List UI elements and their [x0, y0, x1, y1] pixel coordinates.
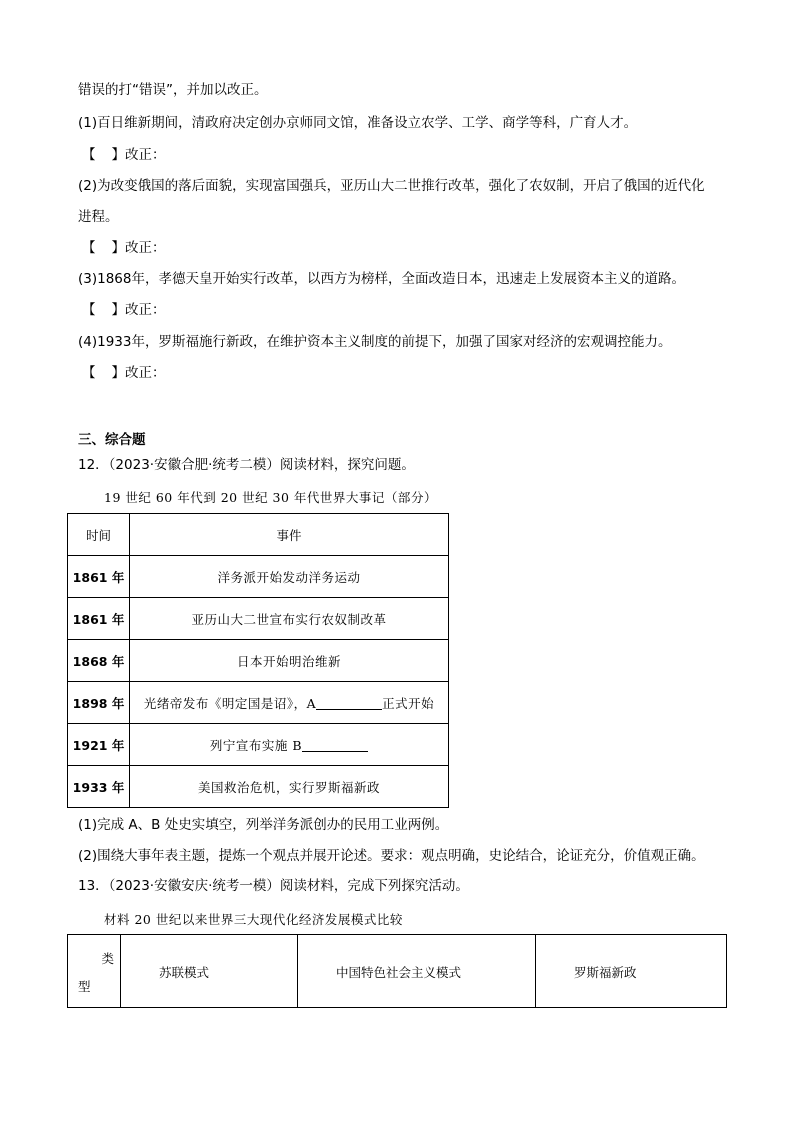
- table-row: [68, 640, 449, 682]
- type-char-2: 型: [78, 979, 91, 994]
- correction-label: 改正：: [125, 147, 166, 163]
- bracket-open: 【: [82, 365, 96, 381]
- row-event: 洋务派开始发动洋务运动: [130, 556, 449, 598]
- bracket-close: 】: [111, 302, 125, 318]
- item-1-correction: [82, 145, 166, 165]
- correction-label: 改正：: [125, 240, 166, 256]
- row-event: 日本开始明治维新: [130, 640, 449, 682]
- correction-label: 改正：: [125, 302, 166, 318]
- model-cell: [121, 935, 298, 1008]
- table-row: [68, 766, 449, 808]
- header-time: 时间: [68, 514, 130, 556]
- bracket-open: 【: [82, 147, 96, 163]
- row-time: 1898 年: [68, 682, 130, 724]
- q12-stem: 12．（2023·安徽合肥·统考二模）阅读材料，探究问题。: [78, 457, 415, 473]
- type-cell: [68, 935, 121, 1008]
- intro-line: 错误的打“错误”，并加以改正。: [78, 82, 268, 98]
- bracket-close: 】: [111, 147, 125, 163]
- row-event: [130, 682, 449, 724]
- item-4-correction: [82, 363, 166, 383]
- row-event: [130, 724, 449, 766]
- model-cell: [298, 935, 536, 1008]
- correction-label: 改正：: [125, 365, 166, 381]
- q13-stem: 13．（2023·安徽安庆·统考一模）阅读材料，完成下列探究活动。: [78, 878, 469, 894]
- model-name: 苏联模式: [159, 965, 210, 980]
- row-time: 1861 年: [68, 598, 130, 640]
- item-1-text: (1)百日维新期间，清政府决定创办京师同文馆，准备设立农学、工学、商学等科，广育人才。: [78, 115, 638, 131]
- item-3-text: (3)1868年，孝德天皇开始实行改革，以西方为榜样，全面改造日本，迅速走上发展资本主义的道路。: [78, 271, 685, 287]
- model-name: 罗斯福新政: [574, 965, 637, 980]
- bracket-open: 【: [82, 240, 96, 256]
- row-event: 美国救治危机，实行罗斯福新政: [130, 766, 449, 808]
- table-row: [68, 556, 449, 598]
- row-time: 1861 年: [68, 556, 130, 598]
- table-row: [68, 724, 449, 766]
- item-2-text: (2)为改变俄国的落后面貌，实现富国强兵，亚历山大二世推行改革，强化了农奴制，开启了俄国的近代化: [78, 178, 705, 194]
- item-4-text: (4)1933年，罗斯福施行新政，在维护资本主义制度的前提下，加强了国家对经济的宏观调控能力。: [78, 334, 672, 350]
- event-tail: 正式开始: [382, 695, 435, 711]
- blank-b: [302, 737, 368, 752]
- row-time: 1933 年: [68, 766, 130, 808]
- item-3-correction: [82, 300, 166, 320]
- q12-question-1: (1)完成 A、B 处史实填空，列举洋务派创办的民用工业两例。: [78, 817, 449, 833]
- row-time: 1868 年: [68, 640, 130, 682]
- model-cell: [536, 935, 727, 1008]
- item-2-correction: [82, 238, 166, 258]
- table-row: [68, 935, 727, 1008]
- event-text: 列宁宣布实施 B: [209, 737, 303, 753]
- blank-a: [316, 695, 382, 710]
- table-row: [68, 598, 449, 640]
- q12-caption: 19 世纪 60 年代到 20 世纪 30 年代世界大事记（部分）: [104, 490, 437, 505]
- row-event: 亚历山大二世宣布实行农奴制改革: [130, 598, 449, 640]
- q13-caption: 材料 20 世纪以来世界三大现代化经济发展模式比较: [104, 912, 403, 927]
- header-event: 事件: [130, 514, 449, 556]
- bracket-close: 】: [111, 240, 125, 256]
- q12-question-2: (2)围绕大事年表主题，提炼一个观点并展开论述。要求：观点明确，史论结合，论证充分，价值观正确。: [78, 848, 705, 864]
- table-header-row: [68, 514, 449, 556]
- bracket-close: 】: [111, 365, 125, 381]
- bracket-open: 【: [82, 302, 96, 318]
- events-table: [67, 513, 449, 808]
- event-text: 光绪帝发布《明定国是诏》，A: [143, 695, 317, 711]
- model-name: 中国特色社会主义模式: [336, 965, 462, 980]
- table-row: [68, 682, 449, 724]
- section-title: 三、综合题: [78, 432, 146, 448]
- models-table: [67, 934, 727, 1008]
- item-2-text-cont: 进程。: [78, 209, 119, 225]
- type-char-1: 类: [101, 951, 114, 966]
- row-time: 1921 年: [68, 724, 130, 766]
